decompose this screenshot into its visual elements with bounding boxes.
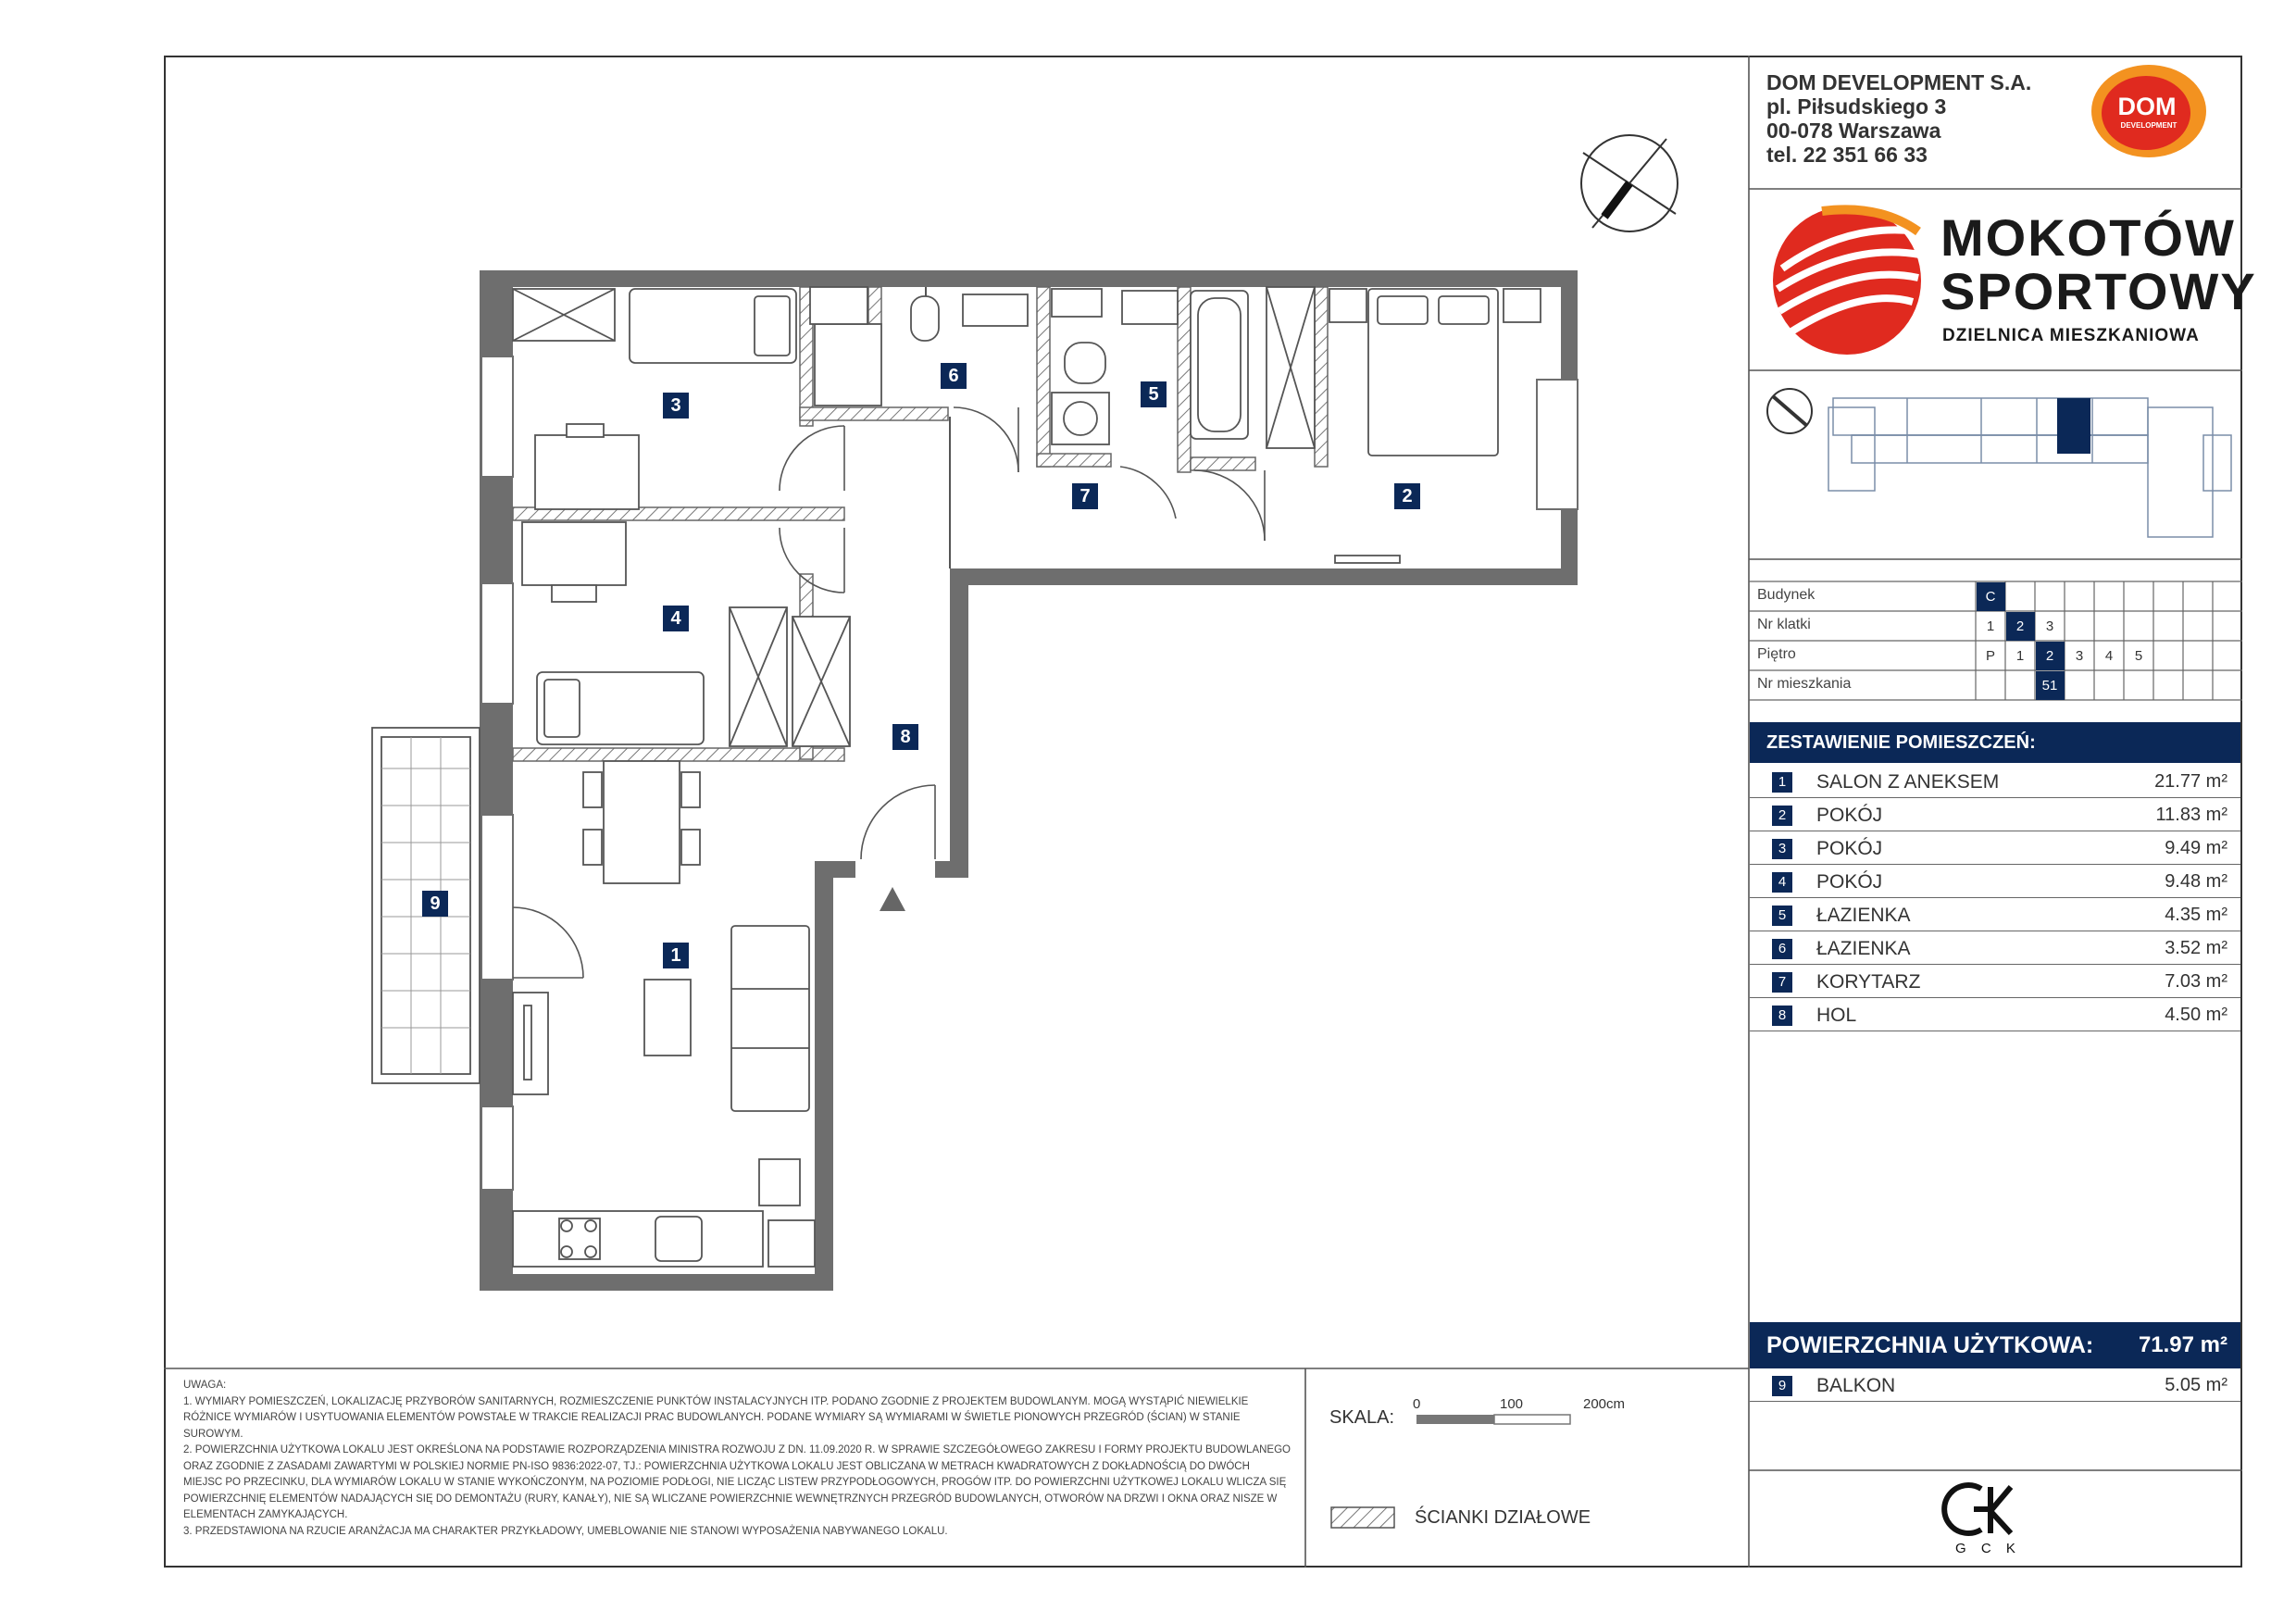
project-subtitle: DZIELNICA MIESZKANIOWA bbox=[1942, 326, 2200, 345]
summary-row[interactable] bbox=[1750, 998, 2240, 1031]
floor-5[interactable]: 5 bbox=[2134, 648, 2143, 664]
scale-tick-0: 0 bbox=[1413, 1396, 1421, 1412]
gck-logo-mark bbox=[1944, 1485, 2011, 1533]
company-name: DOM DEVELOPMENT S.A. bbox=[1766, 70, 2032, 94]
summary-row[interactable] bbox=[1750, 765, 2240, 798]
room-number: 9 bbox=[1772, 1376, 1792, 1396]
company-city: 00-078 Warszawa bbox=[1766, 119, 1941, 143]
room-number: 8 bbox=[1772, 1006, 1792, 1026]
floor-1[interactable]: 1 bbox=[2015, 648, 2025, 664]
room-number: 2 bbox=[1772, 806, 1792, 826]
gck-letters: G C K bbox=[1955, 1541, 2021, 1556]
room-area: 9.49 m² bbox=[2165, 838, 2227, 858]
room-area: 11.83 m² bbox=[2155, 805, 2227, 825]
usable-area-value: 71.97 m² bbox=[2138, 1332, 2227, 1357]
staircase-1[interactable]: 1 bbox=[1986, 618, 1995, 634]
summary-title: ZESTAWIENIE POMIESZCZEŃ: bbox=[1750, 722, 2240, 763]
summary-row[interactable] bbox=[1750, 865, 2240, 898]
scale-bar bbox=[1416, 1415, 1570, 1424]
room-area: 21.77 m² bbox=[2154, 771, 2227, 792]
room-tag-8[interactable]: 8 bbox=[892, 724, 918, 750]
summary-row[interactable] bbox=[1750, 798, 2240, 831]
room-tag-3[interactable]: 3 bbox=[663, 393, 689, 418]
building-c[interactable]: C bbox=[1985, 589, 1996, 605]
staircase-3[interactable]: 3 bbox=[2045, 618, 2054, 634]
room-tag-7[interactable]: 7 bbox=[1072, 483, 1098, 509]
label-floor: Piętro bbox=[1757, 646, 1796, 662]
room-area: 7.03 m² bbox=[2165, 971, 2227, 992]
scale-tick-100: 100 bbox=[1500, 1396, 1524, 1412]
scale-tick-200: 200cm bbox=[1583, 1396, 1626, 1412]
partition-legend-swatch bbox=[1331, 1507, 1394, 1528]
room-number: 6 bbox=[1772, 939, 1792, 959]
label-staircase: Nr klatki bbox=[1757, 617, 1811, 632]
dom-logo-text-2: DEVELOPMENT bbox=[2120, 121, 2177, 130]
room-name: POKÓJ bbox=[1816, 838, 1883, 859]
note-item-2: 2. POWIERZCHNIA UŻYTKOWA LOKALU JEST OKREŚLONA NA PODSTAWIE ROZPORZĄDZENIA MINISTRA ROZWOJU Z DN. 11.09.2020 R. W SPRAWIE SZCZEGÓŁOWEGO ZAKRESU I FORMY PROJEKTU BUDOWLANEGO ORAZ ZGODNIE Z ZASADAMI ZAWARTYMI W POLSKIEJ NORMIE PN-ISO 9836:2022-07, TJ.: POWIERZCHNIA UŻYTKOWA LOKALU JEST OBLICZANA W METRACH KWADRATOWYCH Z DOKŁADNOŚCIĄ DO DWÓCH MIEJSC PO PRZECINKU, DLA WYMIARÓW LOKALU W STANIE WYKOŃCZONYM, NA POZIOMIE PODŁOGI, NIE LICZĄC LISTEW PRZYPODŁOGOWYCH, PROGÓW ITP. DO POWIERZCHNI UŻYTKOWEJ LOKALU WLICZA SIĘ POWIERZCHNIĘ ELEMENTÓW NADAJĄCYCH SIĘ DO DEMONTAŻU (RURY, KANAŁY), NIE SĄ WLICZANE POWIERZCHNIE WEWNĘTRZNYCH PRZEGRÓD BUDOWLANYCH, OTWORÓW NA DRZWI I OKNA ORAZ NISZE W ELEMENTACH ZAMYKAJĄCYCH. bbox=[183, 1444, 1291, 1520]
room-number: 3 bbox=[1772, 839, 1792, 859]
floor-3[interactable]: 3 bbox=[2075, 648, 2084, 664]
balcony-row[interactable] bbox=[1750, 1368, 2240, 1402]
staircase-2[interactable]: 2 bbox=[2015, 618, 2025, 634]
room-number: 7 bbox=[1772, 972, 1792, 993]
mokotow-logo-graphic bbox=[1773, 206, 1921, 355]
room-number: 1 bbox=[1772, 772, 1792, 793]
company-phone: tel. 22 351 66 33 bbox=[1766, 143, 1928, 167]
room-area: 4.50 m² bbox=[2165, 1005, 2227, 1025]
label-building: Budynek bbox=[1757, 587, 1816, 603]
room-name: KORYTARZ bbox=[1816, 971, 1921, 993]
room-tag-6[interactable]: 6 bbox=[941, 363, 967, 389]
key-plan-highlight bbox=[2057, 398, 2090, 454]
room-area: 3.52 m² bbox=[2165, 938, 2227, 958]
room-number: 4 bbox=[1772, 872, 1792, 893]
apartment-51[interactable]: 51 bbox=[2041, 678, 2058, 693]
room-tag-1[interactable]: 1 bbox=[663, 943, 689, 968]
company-street: pl. Piłsudskiego 3 bbox=[1766, 94, 1947, 119]
room-area: 9.48 m² bbox=[2165, 871, 2227, 892]
project-name-line2: SPORTOWY bbox=[1940, 262, 2257, 320]
usable-area-bar bbox=[1750, 1322, 2240, 1368]
entrance-arrow-icon bbox=[880, 887, 905, 911]
room-name: BALKON bbox=[1816, 1375, 1896, 1396]
room-area: 4.35 m² bbox=[2165, 905, 2227, 925]
floor-p[interactable]: P bbox=[1985, 648, 1995, 664]
note-item-3: 3. PRZEDSTAWIONA NA RZUCIE ARANŻACJA MA CHARAKTER PRZYKŁADOWY, UMEBLOWANIE NIE STANOWI WYPOSAŻENIA NABYWANEGO LOKALU. bbox=[183, 1525, 948, 1537]
key-plan-thumbnail bbox=[1767, 389, 2231, 537]
summary-row[interactable] bbox=[1750, 898, 2240, 931]
room-name: SALON Z ANEKSEM bbox=[1816, 771, 2000, 793]
room-number: 5 bbox=[1772, 906, 1792, 926]
room-tag-2[interactable]: 2 bbox=[1394, 483, 1420, 509]
room-tag-9[interactable]: 9 bbox=[422, 891, 448, 917]
summary-row[interactable] bbox=[1750, 931, 2240, 965]
floor-4[interactable]: 4 bbox=[2104, 648, 2114, 664]
room-name: POKÓJ bbox=[1816, 805, 1883, 826]
room-tag-5[interactable]: 5 bbox=[1141, 381, 1167, 407]
notes-block bbox=[183, 1378, 1291, 1540]
partition-legend-label: ŚCIANKI DZIAŁOWE bbox=[1415, 1507, 1591, 1528]
project-name-line1: MOKOTÓW bbox=[1940, 208, 2236, 267]
room-area: 5.05 m² bbox=[2165, 1375, 2227, 1395]
room-name: ŁAZIENKA bbox=[1816, 905, 1911, 926]
north-compass-icon bbox=[1581, 135, 1678, 231]
notes-title: UWAGA: bbox=[183, 1380, 227, 1391]
note-item-1: 1. WYMIARY POMIESZCZEŃ, LOKALIZACJĘ PRZYBORÓW SANITARNYCH, ROZMIESZCZENIE PUNKTÓW INSTALACYJNYCH ITP. PODANO ZGODNIE Z PROJEKTEM BUDOWLANYM. MOGĄ WYSTĄPIĆ NIEWIELKIE RÓŻNICE WYMIARÓW I USYTUOWANIA ELEMENTÓW POWSTAŁE W TRAKCIE REALIZACJI PRAC BUDOWLANYCH. PODANE WYMIARY SĄ WYMIARAMI W ŚWIETLE PIONOWYCH PRZEGRÓD (ŚCIAN) W STANIE SUROWYM. bbox=[183, 1395, 1249, 1440]
summary-row[interactable] bbox=[1750, 965, 2240, 998]
furniture bbox=[513, 287, 1541, 1267]
room-name: ŁAZIENKA bbox=[1816, 938, 1911, 959]
company-info bbox=[1766, 70, 2031, 167]
room-tag-4[interactable]: 4 bbox=[663, 606, 689, 631]
dom-logo-text-1: DOM bbox=[2117, 93, 2177, 120]
label-apartment-no: Nr mieszkania bbox=[1757, 676, 1852, 692]
room-name: HOL bbox=[1816, 1005, 1857, 1026]
floor-2[interactable]: 2 bbox=[2045, 648, 2054, 664]
summary-row[interactable] bbox=[1750, 831, 2240, 865]
scale-label: SKALA: bbox=[1329, 1407, 1395, 1428]
room-name: POKÓJ bbox=[1816, 871, 1883, 893]
usable-area-label: POWIERZCHNIA UŻYTKOWA: bbox=[1766, 1332, 2094, 1358]
